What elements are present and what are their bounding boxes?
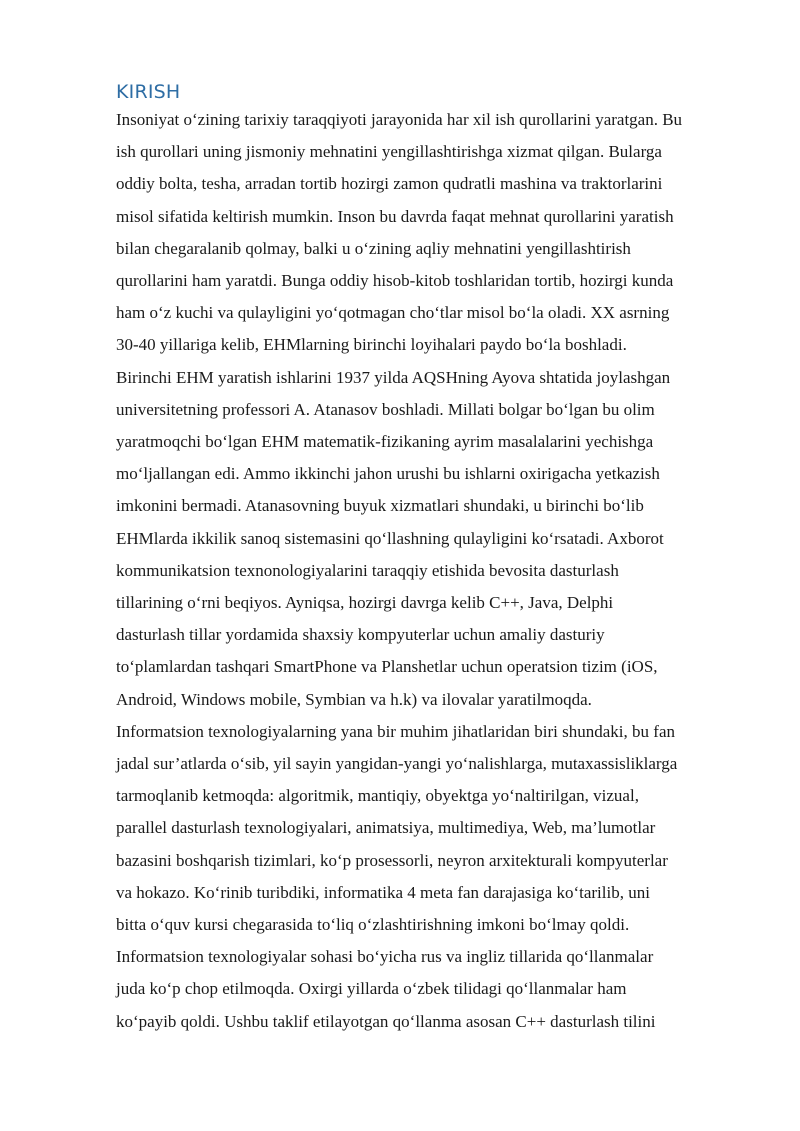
text-line: imkonini bermadi. Atanasovning buyuk xizmatlari shundaki, u birinchi bo‘lib [116,496,644,516]
document-page [116,80,748,1038]
text-line: Birinchi EHM yaratish ishlarini 1937 yilda AQSHning Ayova shtatida joylashgan [116,367,671,387]
text-line: jadal sur’atlarda o‘sib, yil sayin yangidan-yangi yo‘nalishlarga, mutaxassisliklarga [116,754,678,774]
body-paragraph [116,104,748,1038]
text-line: qurollarini ham yaratdi. Bunga oddiy hisob-kitob toshlaridan tortib, hozirgi kunda [116,271,674,291]
section-heading: KIRISH [116,81,181,103]
text-line: Android, Windows mobile, Symbian va h.k) va ilovalar yaratilmoqda. [116,689,592,709]
text-line: Informatsion texnologiyalarning yana bir muhim jihatlaridan biri shundaki, bu fan [116,721,675,741]
text-line: tarmoqlanib ketmoqda: algoritmik, mantiqiy, obyektga yo‘naltirilgan, vizual, [116,786,639,806]
text-line: Informatsion texnologiyalar sohasi bo‘yicha rus va ingliz tillarida qo‘llanmalar [116,947,654,967]
text-line: bazasini boshqarish tizimlari, ko‘p prosessorli, neyron arxitekturali kompyuterlar [116,850,668,870]
text-line: ko‘payib qoldi. Ushbu taklif etilayotgan qo‘llanma asosan C++ dasturlash tilini [116,1011,656,1031]
text-line: bitta o‘quv kursi chegarasida to‘liq o‘zlashtirishning imkoni bo‘lmay qoldi. [116,915,630,935]
text-line: ham o‘z kuchi va qulayligini yo‘qotmagan cho‘tlar misol bo‘la oladi. XX asrning [116,303,670,323]
text-line: oddiy bolta, tesha, arradan tortib hozirgi zamon qudratli mashina va traktorlarini [116,174,663,194]
text-line: tillarining o‘rni beqiyos. Ayniqsa, hozirgi davrga kelib C++, Java, Delphi [116,593,614,613]
text-line: 30-40 yillariga kelib, EHMlarning birinchi loyihalari paydo bo‘la boshladi. [116,335,627,355]
text-line: parallel dasturlash texnologiyalari, animatsiya, multimediya, Web, ma’lumotlar [116,818,656,838]
text-line: kommunikatsion texnonologiyalarini taraqqiy etishida bevosita dasturlash [116,560,619,580]
text-line: EHMlarda ikkilik sanoq sistemasini qo‘llashning qulayligini ko‘rsatadi. Axborot [116,528,664,548]
text-line: va hokazo. Ko‘rinib turibdiki, informatika 4 meta fan darajasiga ko‘tarilib, uni [116,882,650,902]
text-line: mo‘ljallangan edi. Ammo ikkinchi jahon urushi bu ishlarni oxirigacha yetkazish [116,464,660,484]
text-line: misol sifatida keltirish mumkin. Inson bu davrda faqat mehnat qurollarini yaratish [116,206,674,226]
text-line: Insoniyat o‘zining tarixiy taraqqiyoti jarayonida har xil ish qurollarini yaratgan. Bu [116,110,683,129]
text-line: juda ko‘p chop etilmoqda. Oxirgi yillarda o‘zbek tilidagi qo‘llanmalar ham [116,979,627,999]
text-line: universitetning professori A. Atanasov boshladi. Millati bolgar bo‘lgan bu olim [116,399,655,419]
text-line: to‘plamlardan tashqari SmartPhone va Planshetlar uchun operatsion tizim (iOS, [116,657,658,677]
text-line: dasturlash tillar yordamida shaxsiy kompyuterlar uchun amaliy dasturiy [116,625,605,645]
text-line: ish qurollari uning jismoniy mehnatini yengillashtirishga xizmat qilgan. Bularga [116,142,662,162]
text-line: bilan chegaralanib qolmay, balki u o‘zining aqliy mehnatini yengillashtirish [116,238,631,258]
text-line: yaratmoqchi bo‘lgan EHM matematik-fizikaning ayrim masalalarini yechishga [116,432,654,452]
